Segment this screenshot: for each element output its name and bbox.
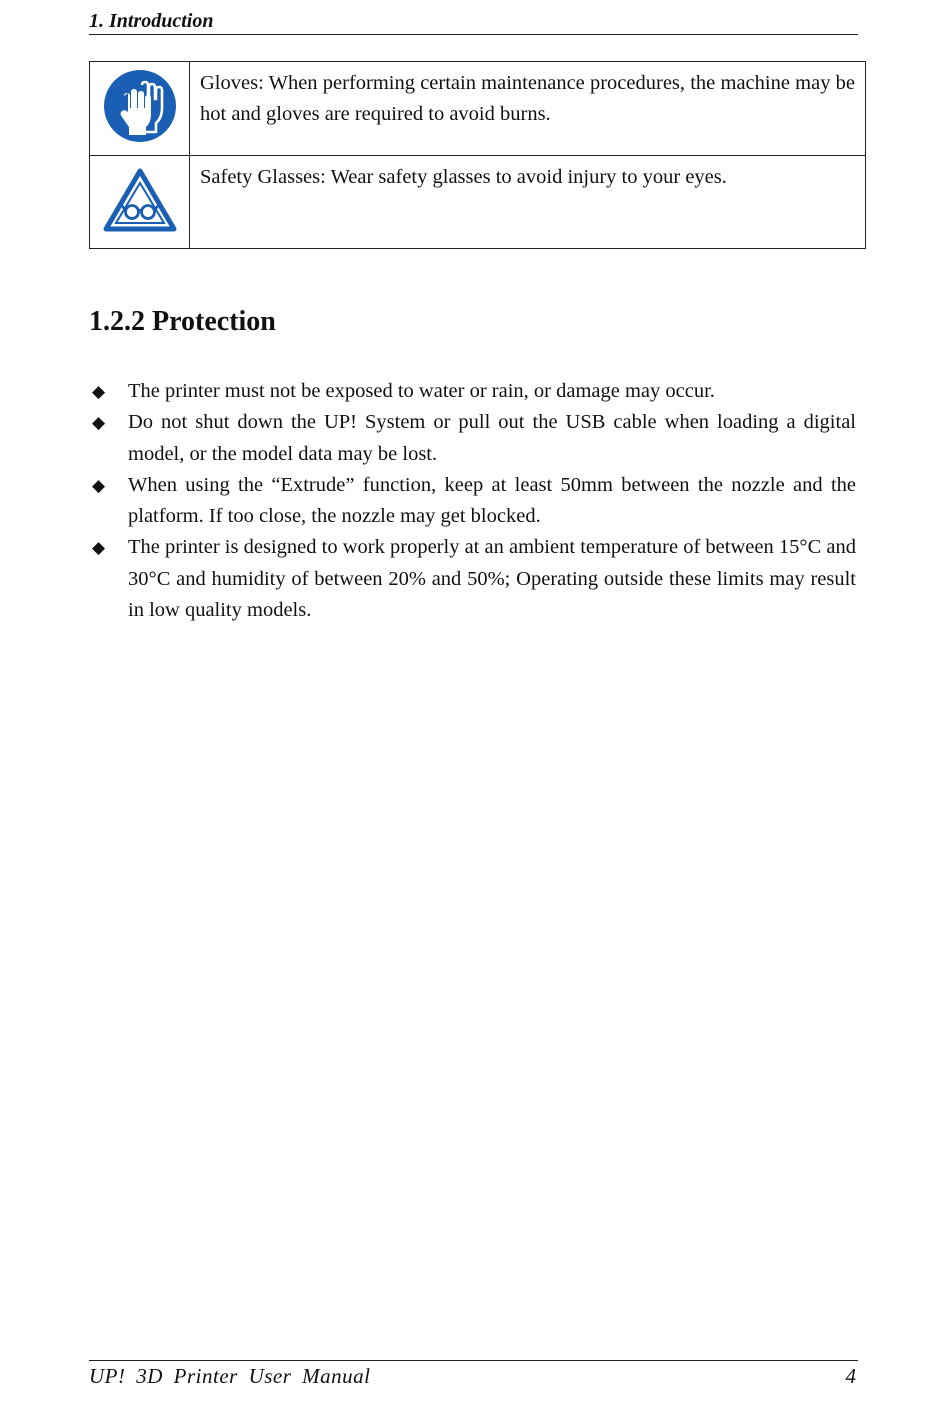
list-item bbox=[89, 470, 856, 533]
manual-title: UP! 3D Printer User Manual bbox=[89, 1364, 371, 1388]
running-header bbox=[89, 8, 858, 35]
table-row bbox=[90, 62, 866, 156]
list-item bbox=[89, 376, 856, 407]
section-heading: 1.2.2 Protection bbox=[89, 306, 276, 337]
list-item-text: The printer must not be exposed to water or rain, or damage may occur. bbox=[128, 380, 715, 402]
safety-equipment-table bbox=[89, 61, 866, 249]
list-item-text: The printer is designed to work properly at an ambient temperature of between 15°C and 30°C and humidity of between 20% and 50%; Operating outside these limits may result in low quality models. bbox=[128, 536, 856, 622]
list-item bbox=[89, 532, 856, 626]
list-item-text: When using the “Extrude” function, keep at least 50mm between the nozzle and the platform. If too close, the nozzle may get blocked. bbox=[128, 473, 856, 528]
list-item bbox=[89, 407, 856, 470]
diamond-bullet-icon: ◆ bbox=[92, 538, 106, 558]
safety-glasses-icon bbox=[103, 167, 177, 233]
list-item-text: Do not shut down the UP! System or pull out the USB cable when loading a digital model, or the model data may be lost. bbox=[128, 411, 856, 465]
icon-cell bbox=[90, 156, 190, 249]
gloves-icon bbox=[102, 68, 178, 144]
diamond-bullet-icon: ◆ bbox=[92, 382, 106, 401]
page-number: 4 bbox=[845, 1364, 856, 1388]
gloves-text: Gloves: When performing certain maintenance procedures, the machine may be hot and gloves are required to avoid burns. bbox=[190, 62, 866, 156]
icon-cell bbox=[90, 62, 190, 156]
table-row bbox=[90, 156, 866, 249]
diamond-bullet-icon: ◆ bbox=[92, 413, 106, 433]
running-footer bbox=[89, 1360, 858, 1393]
protection-list bbox=[89, 376, 856, 626]
chapter-title: 1. Introduction bbox=[89, 10, 214, 32]
diamond-bullet-icon: ◆ bbox=[92, 475, 106, 495]
safety-glasses-text: Safety Glasses: Wear safety glasses to avoid injury to your eyes. bbox=[190, 156, 866, 249]
